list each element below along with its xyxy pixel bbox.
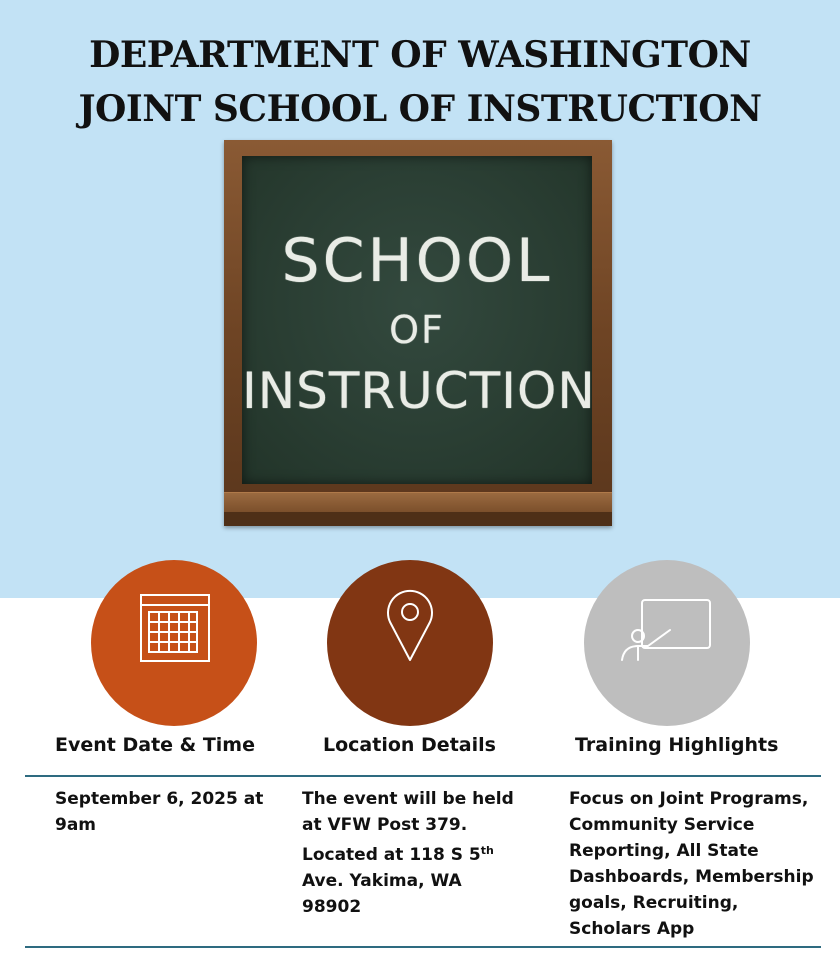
chalkboard-surface: [242, 156, 596, 484]
divider-bottom: [25, 946, 821, 948]
training-line: Dashboards, Membership: [569, 867, 814, 887]
event-date-heading: Event Date & Time: [55, 734, 255, 756]
chalk-text-of: OF: [389, 308, 445, 352]
chalkboard-ledge: [224, 492, 612, 513]
training-badge: [584, 560, 750, 726]
location-line: at VFW Post 379.: [302, 815, 468, 835]
event-date-line: 9am: [55, 815, 97, 835]
ordinal-suffix: th: [480, 844, 494, 857]
location-street: Located at 118 S 5: [302, 845, 481, 865]
location-line: [302, 838, 514, 868]
divider-top: [25, 775, 821, 777]
title-line-2: JOINT SCHOOL OF INSTRUCTION: [78, 88, 762, 130]
page-title: [0, 28, 840, 136]
calendar-icon: [91, 560, 257, 726]
location-heading: Location Details: [323, 734, 496, 756]
training-line: goals, Recruiting,: [569, 893, 739, 913]
location-line: 98902: [302, 897, 362, 917]
title-line-1: DEPARTMENT OF WASHINGTON: [89, 34, 751, 76]
event-date-details: [55, 786, 263, 838]
location-details: [302, 786, 514, 920]
training-line: Community Service: [569, 815, 755, 835]
training-details: [569, 786, 814, 942]
event-date-line: September 6, 2025 at: [55, 789, 264, 809]
chalk-text-instruction: INSTRUCTION: [242, 362, 596, 420]
chalk-text-school: SCHOOL: [281, 226, 553, 296]
chalkboard: [224, 140, 612, 526]
training-heading: Training Highlights: [575, 734, 779, 756]
training-line: Reporting, All State: [569, 841, 759, 861]
training-line: Scholars App: [569, 919, 695, 939]
chalkboard-base: [224, 512, 612, 526]
calendar-badge: [91, 560, 257, 726]
presentation-icon: [584, 560, 750, 726]
location-line: Ave. Yakima, WA: [302, 871, 462, 891]
training-line: Focus on Joint Programs,: [569, 789, 809, 809]
location-line: The event will be held: [302, 789, 514, 809]
location-badge: [327, 560, 493, 726]
location-pin-icon: [327, 560, 493, 726]
